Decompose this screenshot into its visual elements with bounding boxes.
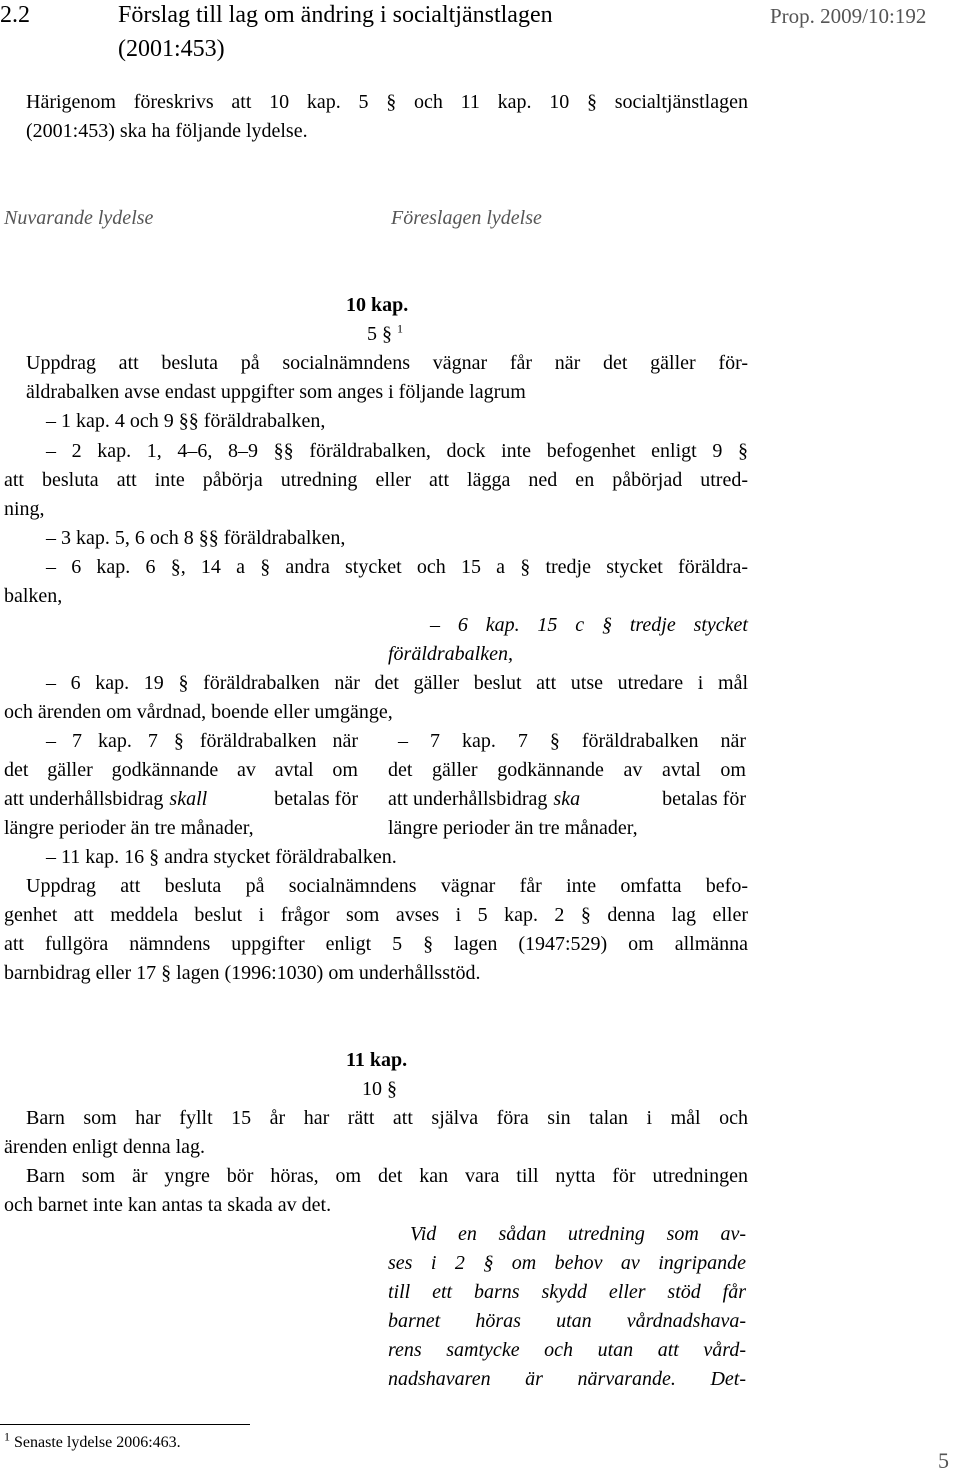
section-title-line1: Förslag till lag om ändring i socialtjänstlagen	[118, 2, 553, 28]
ch10-p2-line1: Uppdrag att besluta på socialnämndens vägnar får inte omfatta befo-	[26, 875, 748, 897]
ch10-item6-line2: och ärenden om vårdnad, boende eller umgänge,	[4, 701, 393, 723]
column-heading-current: Nuvarande lydelse	[4, 207, 154, 229]
ch11-p2-line1: Barn som är yngre bör höras, om det kan vara till nytta för utredningen	[26, 1165, 748, 1187]
left-7kap-line3: att underhållsbidrag skall betalas för	[4, 788, 358, 810]
ch11-new-line4: barnet höras utan vårdnadshava-	[388, 1310, 746, 1332]
intro-line2: (2001:453) ska ha följande lydelse.	[26, 120, 308, 142]
ch11-p2-line2: och barnet inte kan antas ta skada av det.	[4, 1194, 332, 1216]
ch11-new-line1: Vid en sådan utredning som av-	[410, 1223, 746, 1245]
ch10-item2-line3: ning,	[4, 498, 45, 520]
ch10-p1-line2: äldrabalken avse endast uppgifter som anges i följande lagrum	[26, 381, 526, 403]
chapter-11-section-10: 10 §	[362, 1078, 397, 1100]
right-7kap-line4: längre perioder än tre månader,	[388, 817, 638, 839]
footnote-ref: 1	[397, 321, 403, 336]
footnote	[4, 1429, 181, 1454]
ch10-p2-line3: att fullgöra nämndens uppgifter enligt 5 § lagen (1947:529) om allmänna	[4, 933, 748, 955]
ch10-item4-line1: – 6 kap. 6 §, 14 a § andra stycket och 15 a § tredje stycket föräldra-	[46, 556, 748, 578]
ch11-p1-line1: Barn som har fyllt 15 år har rätt att själva föra sin talan i mål och	[26, 1107, 748, 1129]
chapter-10-heading: 10 kap.	[346, 294, 409, 316]
ch10-item6-line1: – 6 kap. 19 § föräldrabalken när det gäller beslut att utse utredare i mål	[46, 672, 748, 694]
section-number: 2.2	[0, 2, 30, 28]
footnote-number: 1	[4, 1429, 10, 1444]
right-7kap-line3: att underhållsbidrag ska betalas för	[388, 788, 746, 810]
ch10-item4-line2: balken,	[4, 585, 63, 607]
left-7kap-line1: – 7 kap. 7 § föräldrabalken när	[46, 730, 358, 752]
intro-line1: Härigenom föreskrivs att 10 kap. 5 § och 11 kap. 10 § socialtjänstlagen	[26, 91, 748, 113]
ch10-item2-line1: – 2 kap. 1, 4–6, 8–9 §§ föräldrabalken, dock inte befogenhet enligt 9 §	[46, 440, 748, 462]
right-7kap-line2: det gäller godkännande av avtal om	[388, 759, 746, 781]
ch10-item3: – 3 kap. 5, 6 och 8 §§ föräldrabalken,	[46, 527, 346, 549]
right-7kap-line1: – 7 kap. 7 § föräldrabalken när	[398, 730, 746, 752]
prop-reference: Prop. 2009/10:192	[770, 4, 927, 28]
ch10-item5-line1: – 6 kap. 15 c § tredje stycket	[430, 614, 748, 636]
ch11-new-line6: nadshavaren är närvarande. Det-	[388, 1368, 746, 1390]
ch11-new-line5: rens samtycke och utan att vård-	[388, 1339, 746, 1361]
section-title-line2: (2001:453)	[118, 36, 225, 62]
ch10-p2-line4: barnbidrag eller 17 § lagen (1996:1030) om underhållsstöd.	[4, 962, 481, 984]
ch10-p2-line2: genhet att meddela beslut i frågor som avses i 5 kap. 2 § denna lag eller	[4, 904, 748, 926]
ch11-new-line3: till ett barns skydd eller stöd får	[388, 1281, 746, 1303]
chapter-11-heading: 11 kap.	[346, 1049, 408, 1071]
chapter-10-section-5: 5 § $^1$	[367, 321, 403, 345]
ch10-item8: – 11 kap. 16 § andra stycket föräldrabalken.	[46, 846, 397, 868]
ch10-item5-line2: föräldrabalken,	[388, 643, 513, 665]
left-7kap-line2: det gäller godkännande av avtal om	[4, 759, 358, 781]
left-7kap-line4: längre perioder än tre månader,	[4, 817, 254, 839]
footnote-text: Senaste lydelse 2006:463.	[14, 1434, 181, 1451]
column-heading-proposed: Föreslagen lydelse	[391, 207, 542, 229]
footnote-rule	[0, 1424, 250, 1425]
page-number: 5	[938, 1448, 949, 1473]
ch10-item1: – 1 kap. 4 och 9 §§ föräldrabalken,	[46, 410, 326, 432]
ch11-p1-line2: ärenden enligt denna lag.	[4, 1136, 206, 1158]
ch10-p1-line1: Uppdrag att besluta på socialnämndens vägnar får när det gäller för-	[26, 352, 748, 374]
ch10-item2-line2: att besluta att inte påbörja utredning eller att lägga ned en påbörjad utred-	[4, 469, 748, 491]
ch11-new-line2: ses i 2 § om behov av ingripande	[388, 1252, 746, 1274]
